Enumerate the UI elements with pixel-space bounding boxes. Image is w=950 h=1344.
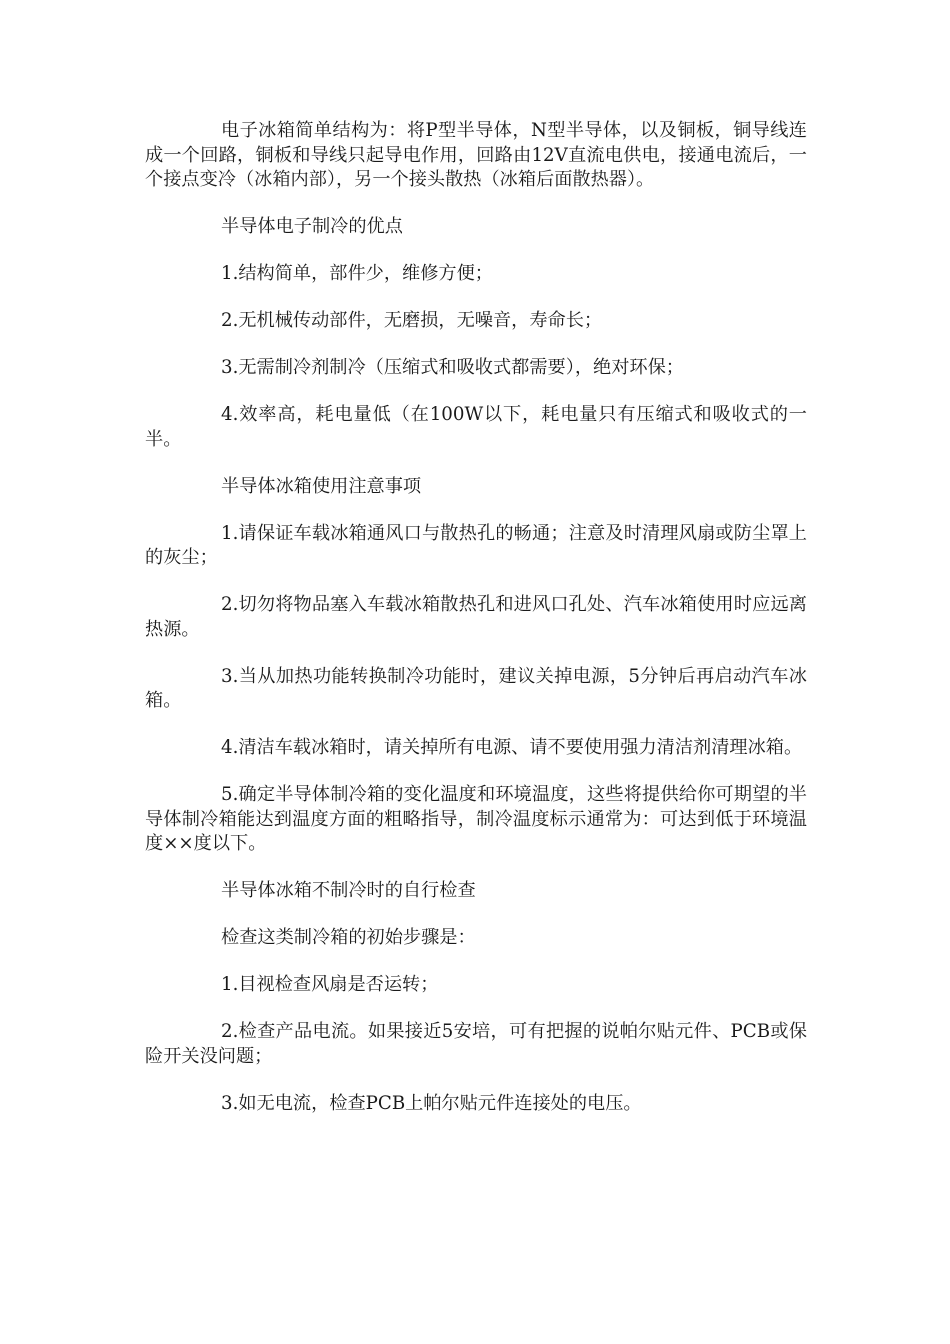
advantage-item-3: 3.无需制冷剂制冷（压缩式和吸收式都需要），绝对环保；	[221, 357, 684, 378]
precaution-item-2: 2.切勿将物品塞入车载冰箱散热孔和进风口孔处、汽车冰箱使用时应远离热源。	[145, 594, 807, 640]
document-body	[145, 119, 807, 1139]
paragraph-structure: 电子冰箱简单结构为：将P型半导体，N型半导体，以及铜板，铜导线连成一个回路，铜板和导线只起导电作用，回路由12V直流电供电，接通电流后，一个接点变冷（冰箱内部），另一个接头散热（冰箱后面散热器）。	[145, 120, 807, 190]
heading-precautions: 半导体冰箱使用注意事项	[221, 475, 422, 497]
advantage-item-4: 4.效率高，耗电量低（在100W以下，耗电量只有压缩式和吸收式的一半。	[145, 404, 807, 450]
precaution-item-5: 5.确定半导体制冷箱的变化温度和环境温度，这些将提供给你可期望的半导体制冷箱能达到温度方面的粗略指导，制冷温度标示通常为：可达到低于环境温度××度以下。	[145, 784, 807, 854]
self-check-item-3: 3.如无电流，检查PCB上帕尔贴元件连接处的电压。	[221, 1092, 642, 1114]
self-check-item-2: 2.检查产品电流。如果接近5安培，可有把握的说帕尔贴元件、PCB或保险开关没问题；	[145, 1021, 807, 1067]
heading-advantages: 半导体电子制冷的优点	[221, 216, 403, 237]
advantage-item-2: 2.无机械传动部件，无磨损，无噪音，寿命长；	[221, 310, 603, 331]
heading-self-check: 半导体冰箱不制冷时的自行检查	[221, 880, 476, 901]
precaution-item-1: 1.请保证车载冰箱通风口与散热孔的畅通；注意及时清理风扇或防尘罩上的灰尘；	[145, 522, 807, 568]
precaution-item-4: 4.清洁车载冰箱时，请关掉所有电源、请不要使用强力清洁剂清理冰箱。	[221, 737, 803, 758]
precaution-item-3: 3.当从加热功能转换制冷功能时，建议关掉电源，5分钟后再启动汽车冰箱。	[145, 665, 807, 711]
self-check-item-1: 1.目视检查风扇是否运转；	[221, 974, 439, 995]
self-check-intro: 检查这类制冷箱的初始步骤是：	[221, 927, 476, 948]
advantage-item-1: 1.结构简单，部件少，维修方便；	[221, 263, 493, 284]
